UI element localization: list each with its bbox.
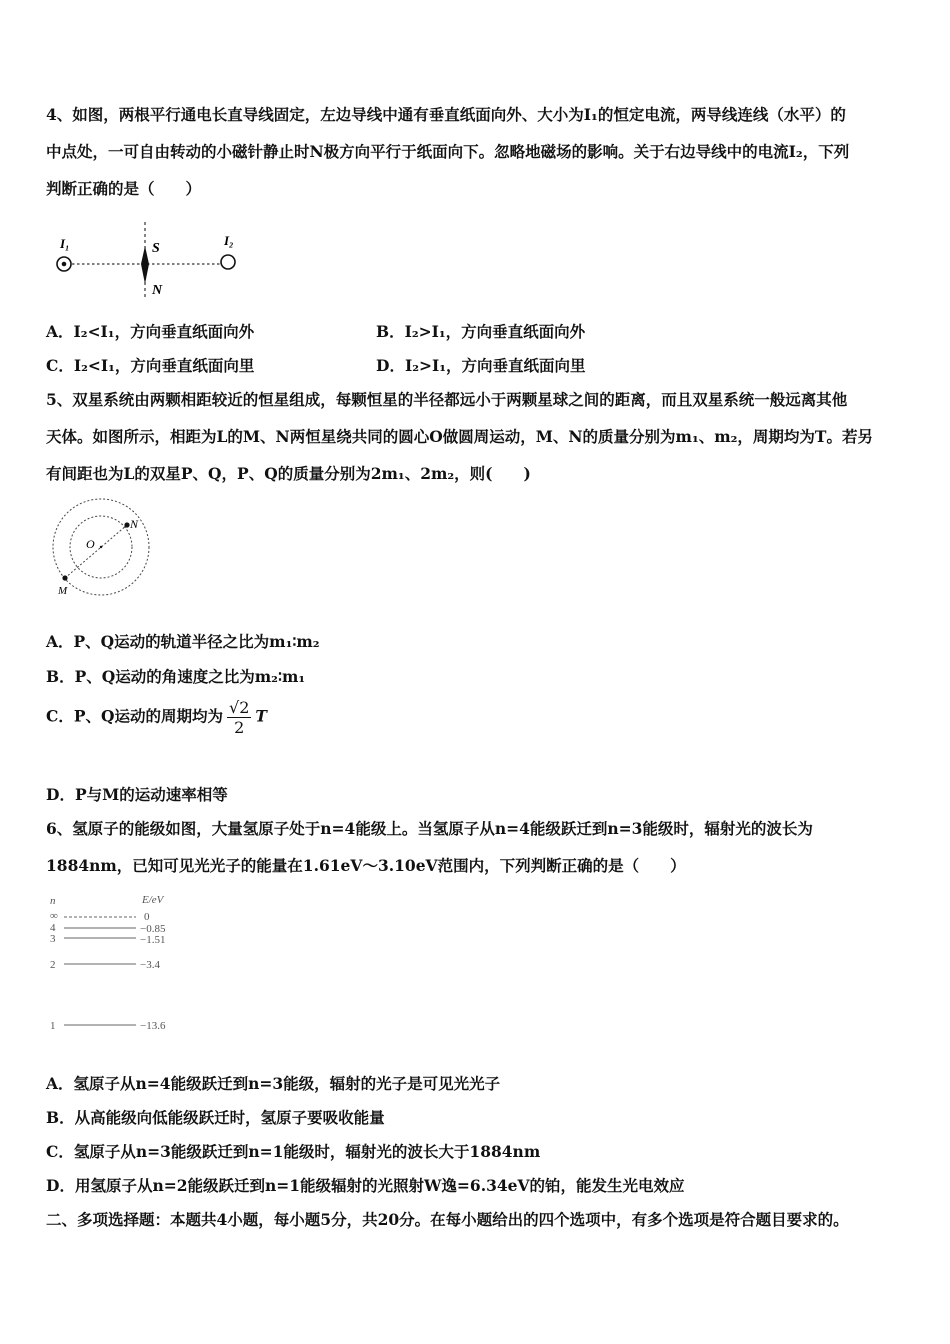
level-4-e: −0.85	[140, 923, 166, 935]
label-n: N	[152, 283, 163, 298]
q4-wire-compass-figure	[48, 218, 248, 303]
col-e-header: E/eV	[142, 894, 164, 906]
q6-option-d: D．用氢原子从n=2能级跃迁到n=1能级辐射的光照射W逸=6.34eV的铂，能发生光电效应	[46, 1176, 685, 1195]
level-4-n: 4	[50, 922, 56, 934]
level-2-e: −3.4	[140, 959, 160, 971]
q5-option-c-prefix: C．P、Q运动的周期均为	[46, 706, 223, 726]
q5-stem-line2: 天体。如图所示，相距为L的M、N两恒星绕共同的圆心O做圆周运动，M、N的质量分别为m₁、m₂，周期均为T。若另	[46, 427, 873, 446]
label-m: M	[58, 585, 68, 597]
q4-stem-line2: 中点处，一可自由转动的小磁针静止时N极方向平行于纸面向下。忽略地磁场的影响。关于右边导线中的电流I₂，下列	[46, 142, 850, 161]
star-n-icon	[124, 522, 129, 527]
level-inf-e: 0	[144, 911, 150, 923]
level-2-n: 2	[50, 959, 56, 971]
q4-option-a: A．I₂<I₁，方向垂直纸面向外	[46, 322, 255, 341]
q4-stem-line3: 判断正确的是（ ）	[46, 179, 202, 198]
level-inf-n: ∞	[50, 910, 58, 922]
label-i2: I₂	[224, 233, 234, 248]
q6-stem-line1: 6、氢原子的能级如图，大量氢原子处于n=4能级上。当氢原子从n=4能级跃迁到n=3能级时，辐射光的波长为	[46, 819, 813, 838]
q5-stem-line1: 5、双星系统由两颗相距较近的恒星组成，每颗恒星的半径都远小于两颗星球之间的距离，而且双星系统一般远离其他	[46, 390, 848, 409]
level-1-n: 1	[50, 1020, 56, 1032]
label-n: N	[130, 517, 139, 531]
q6-option-a: A．氢原子从n=4能级跃迁到n=3能级，辐射的光子是可见光光子	[46, 1074, 501, 1093]
q5-option-c-suffix: T	[255, 706, 267, 726]
q4-option-d: D．I₂>I₁，方向垂直纸面向里	[376, 356, 586, 375]
q4-option-c: C．I₂<I₁，方向垂直纸面向里	[46, 356, 255, 375]
fraction-denominator: 2	[234, 718, 245, 737]
q4-option-b: B．I₂>I₁，方向垂直纸面向外	[376, 322, 586, 341]
q5-binary-star-figure	[48, 498, 158, 600]
q6-energy-level-diagram	[46, 890, 206, 1040]
level-3-e: −1.51	[140, 934, 166, 946]
q5-stem-line3: 有间距也为L的双星P、Q，P、Q的质量分别为2m₁、2m₂，则( )	[46, 464, 531, 483]
col-n-header: n	[50, 895, 56, 907]
q5-option-c	[46, 698, 267, 737]
q5-option-d: D．P与M的运动速率相等	[46, 785, 228, 804]
right-wire-icon	[221, 255, 235, 269]
star-m-icon	[62, 575, 67, 580]
sqrt2-over-2-fraction	[227, 698, 251, 737]
label-o: O	[86, 537, 95, 551]
q4-stem-line1: 4、如图，两根平行通电长直导线固定，左边导线中通有垂直纸面向外、大小为I₁的恒定电流，两导线连线（水平）的	[46, 105, 846, 124]
q6-stem-line2: 1884nm，已知可见光光子的能量在1.61eV～3.10eV范围内，下列判断正确的是（ ）	[46, 856, 686, 875]
q5-option-b: B．P、Q运动的角速度之比为m₂∶m₁	[46, 667, 306, 686]
label-i1: I₁	[60, 236, 70, 251]
compass-needle-icon	[141, 246, 149, 284]
level-3-n: 3	[50, 933, 56, 945]
q5-option-a: A．P、Q运动的轨道半径之比为m₁∶m₂	[46, 632, 320, 651]
level-1-e: −13.6	[140, 1020, 166, 1032]
q6-option-b: B．从高能级向低能级跃迁时，氢原子要吸收能量	[46, 1108, 385, 1127]
fraction-numerator: √2	[229, 698, 250, 717]
q6-option-c: C．氢原子从n=3能级跃迁到n=1能级时，辐射光的波长大于1884nm	[46, 1142, 541, 1161]
label-s: S	[152, 241, 160, 256]
section2-heading: 二、多项选择题：本题共4小题，每小题5分，共20分。在每小题给出的四个选项中，有多个选项是符合题目要求的。	[46, 1210, 849, 1229]
